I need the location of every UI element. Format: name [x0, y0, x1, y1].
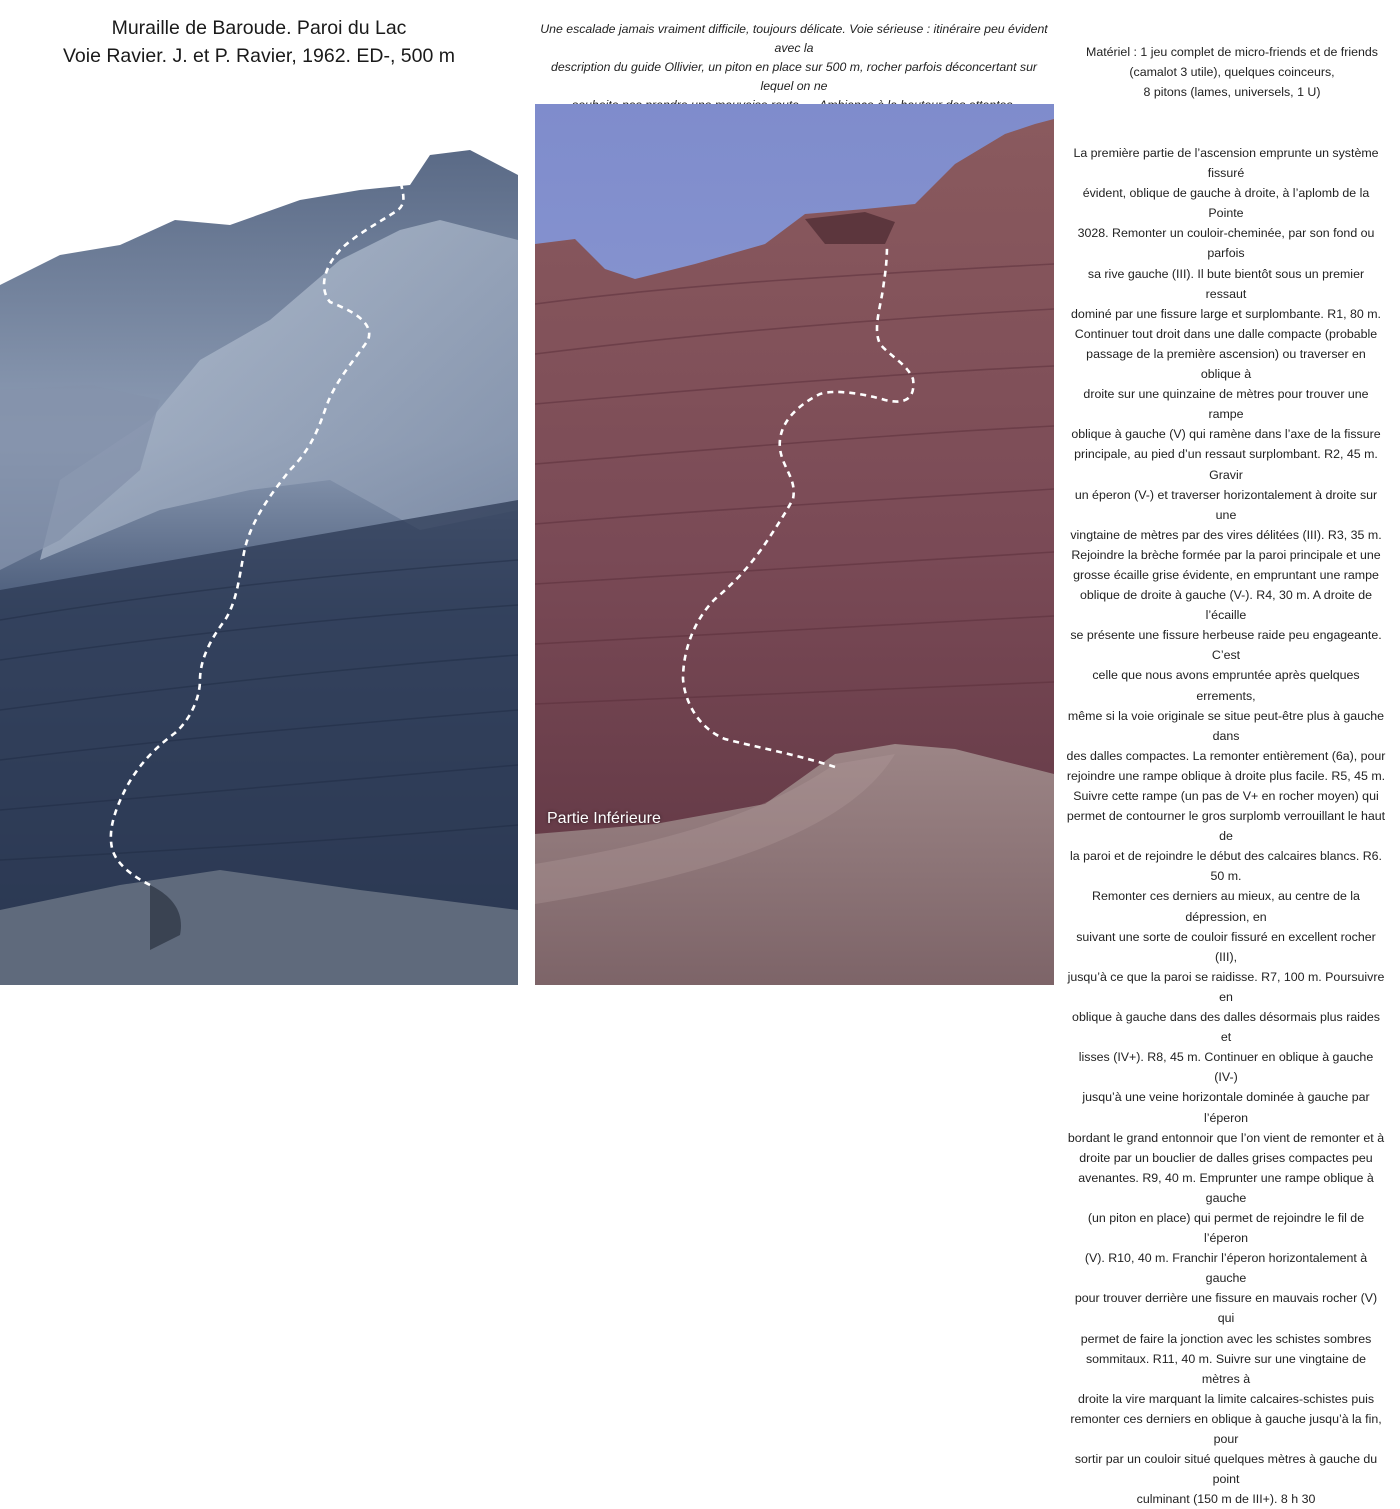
description-line: Suivre cette rampe (un pas de V+ en rocher moyen) qui [1073, 789, 1379, 803]
topo-title [0, 14, 518, 70]
description-line: rejoindre une rampe oblique à droite plus facile. R5, 45 m. [1066, 768, 1386, 783]
description-line: permet de faire la jonction avec les schistes sombres [1080, 1331, 1372, 1346]
description-line: (un piton en place) qui permet de rejoindre le fil de l’éperon [1087, 1210, 1365, 1246]
description-line: des dalles compactes. La remonter entièrement (6a), pour [1066, 748, 1386, 763]
intro-text [534, 20, 1054, 115]
description-line: se présente une fissure herbeuse raide peu engageante. C’est [1070, 628, 1382, 663]
description-line: oblique à gauche dans des dalles désormais plus raides et [1072, 1010, 1380, 1045]
description-line: Continuer tout droit dans une dalle compacte (probable [1074, 326, 1378, 341]
description-line: oblique à gauche (V) qui ramène dans l’axe de la fissure [1071, 427, 1381, 442]
intro-line-1: Une escalade jamais vraiment difficile, toujours délicate. Voie sérieuse : itinéraire peu évident avec la [540, 22, 1048, 55]
description-line: lisses (IV+). R8, 45 m. Continuer en oblique à gauche (IV-) [1078, 1050, 1374, 1085]
description-line: évident, oblique de gauche à droite, à l’aplomb de la Pointe [1082, 186, 1370, 221]
title-line-2: Voie Ravier. J. et P. Ravier, 1962. ED-, 500 m [62, 45, 455, 67]
description-line: dominé par une fissure large et surplombante. R1, 80 m. [1071, 306, 1381, 321]
description-line: remonter ces derniers en oblique à gauche jusqu’à la fin, pour [1070, 1411, 1382, 1446]
description-line: sa rive gauche (III). Il bute bientôt sous un premier ressaut [1087, 266, 1365, 301]
description-line: passage de la première ascension) ou traverser en oblique à [1086, 346, 1366, 382]
description-line: grosse écaille grise évidente, en empruntant une rampe [1073, 567, 1379, 582]
description-line: même si la voie originale se situe peut-être plus à gauche dans [1067, 708, 1385, 743]
title-line-1: Muraille de Baroude. Paroi du Lac [111, 17, 407, 39]
description-line: La première partie de l’ascension emprunte un système fissuré [1073, 146, 1379, 181]
description-line: oblique de droite à gauche (V-). R4, 30 m. A droite de l’écaille [1079, 588, 1373, 623]
description-line: droite par un bouclier de dalles grises compactes peu [1079, 1150, 1373, 1165]
route-description [1066, 143, 1386, 1509]
description-line: droite sur une quinzaine de mètres pour trouver une rampe [1083, 387, 1369, 422]
description-line: Remonter ces derniers au mieux, au centre de la dépression, en [1092, 889, 1360, 924]
description-line: sommitaux. R11, 40 m. Suivre sur une vingtaine de mètres à [1085, 1351, 1367, 1386]
description-line: un éperon (V-) et traverser horizontalement à droite sur une [1074, 487, 1378, 522]
equipment-line-1: Matériel : 1 jeu complet de micro-friends et de friends [1086, 45, 1378, 59]
equipment-list [1066, 42, 1398, 102]
description-line: principale, au pied d’un ressaut surplombant. R2, 45 m. Gravir [1074, 447, 1378, 482]
description-line: (V). R10, 40 m. Franchir l’éperon horizontalement à gauche [1084, 1251, 1368, 1286]
description-line: sortir par un couloir situé quelques mètres à gauche du point [1074, 1452, 1378, 1487]
description-line: vingtaine de mètres par des vires délitées (III). R3, 35 m. [1070, 527, 1382, 542]
cliff-photo-lower-part [535, 104, 1054, 985]
description-line: celle que nous avons empruntée après quelques errements, [1092, 668, 1360, 703]
description-line: bordant le grand entonnoir que l’on vient de remonter et à [1067, 1130, 1385, 1145]
description-line: droite la vire marquant la limite calcaires-schistes puis [1077, 1391, 1375, 1406]
description-line: jusqu’à une veine horizontale dominée à gauche par l’éperon [1082, 1090, 1370, 1125]
description-line: culminant (150 m de III+). 8 h 30 [1136, 1492, 1316, 1507]
description-line: la paroi et de rejoindre le début des calcaires blancs. R6. 50 m. [1069, 849, 1382, 884]
description-line: suivant une sorte de couloir fissuré en excellent rocher (III), [1076, 929, 1376, 964]
description-line: pour trouver derrière une fissure en mauvais rocher (V) qui [1074, 1291, 1378, 1326]
description-line: 3028. Remonter un couloir-cheminée, par son fond ou parfois [1077, 226, 1375, 261]
cliff-photo-full-route [0, 150, 518, 985]
intro-line-2: description du guide Ollivier, un piton en place sur 500 m, rocher parfois déconcertant sur lequel on ne [551, 60, 1037, 93]
description-line: permet de contourner le gros surplomb verrouillant le haut de [1066, 809, 1386, 844]
equipment-line-3: 8 pitons (lames, universels, 1 U) [1143, 85, 1321, 99]
description-line: jusqu’à ce que la paroi se raidisse. R7, 100 m. Poursuivre en [1067, 969, 1385, 1004]
description-line: avenantes. R9, 40 m. Emprunter une rampe oblique à gauche [1078, 1170, 1374, 1205]
lower-part-label: Partie Inférieure [547, 810, 661, 827]
description-line: Rejoindre la brèche formée par la paroi principale et une [1071, 547, 1381, 562]
equipment-line-2: (camalot 3 utile), quelques coinceurs, [1129, 65, 1335, 79]
